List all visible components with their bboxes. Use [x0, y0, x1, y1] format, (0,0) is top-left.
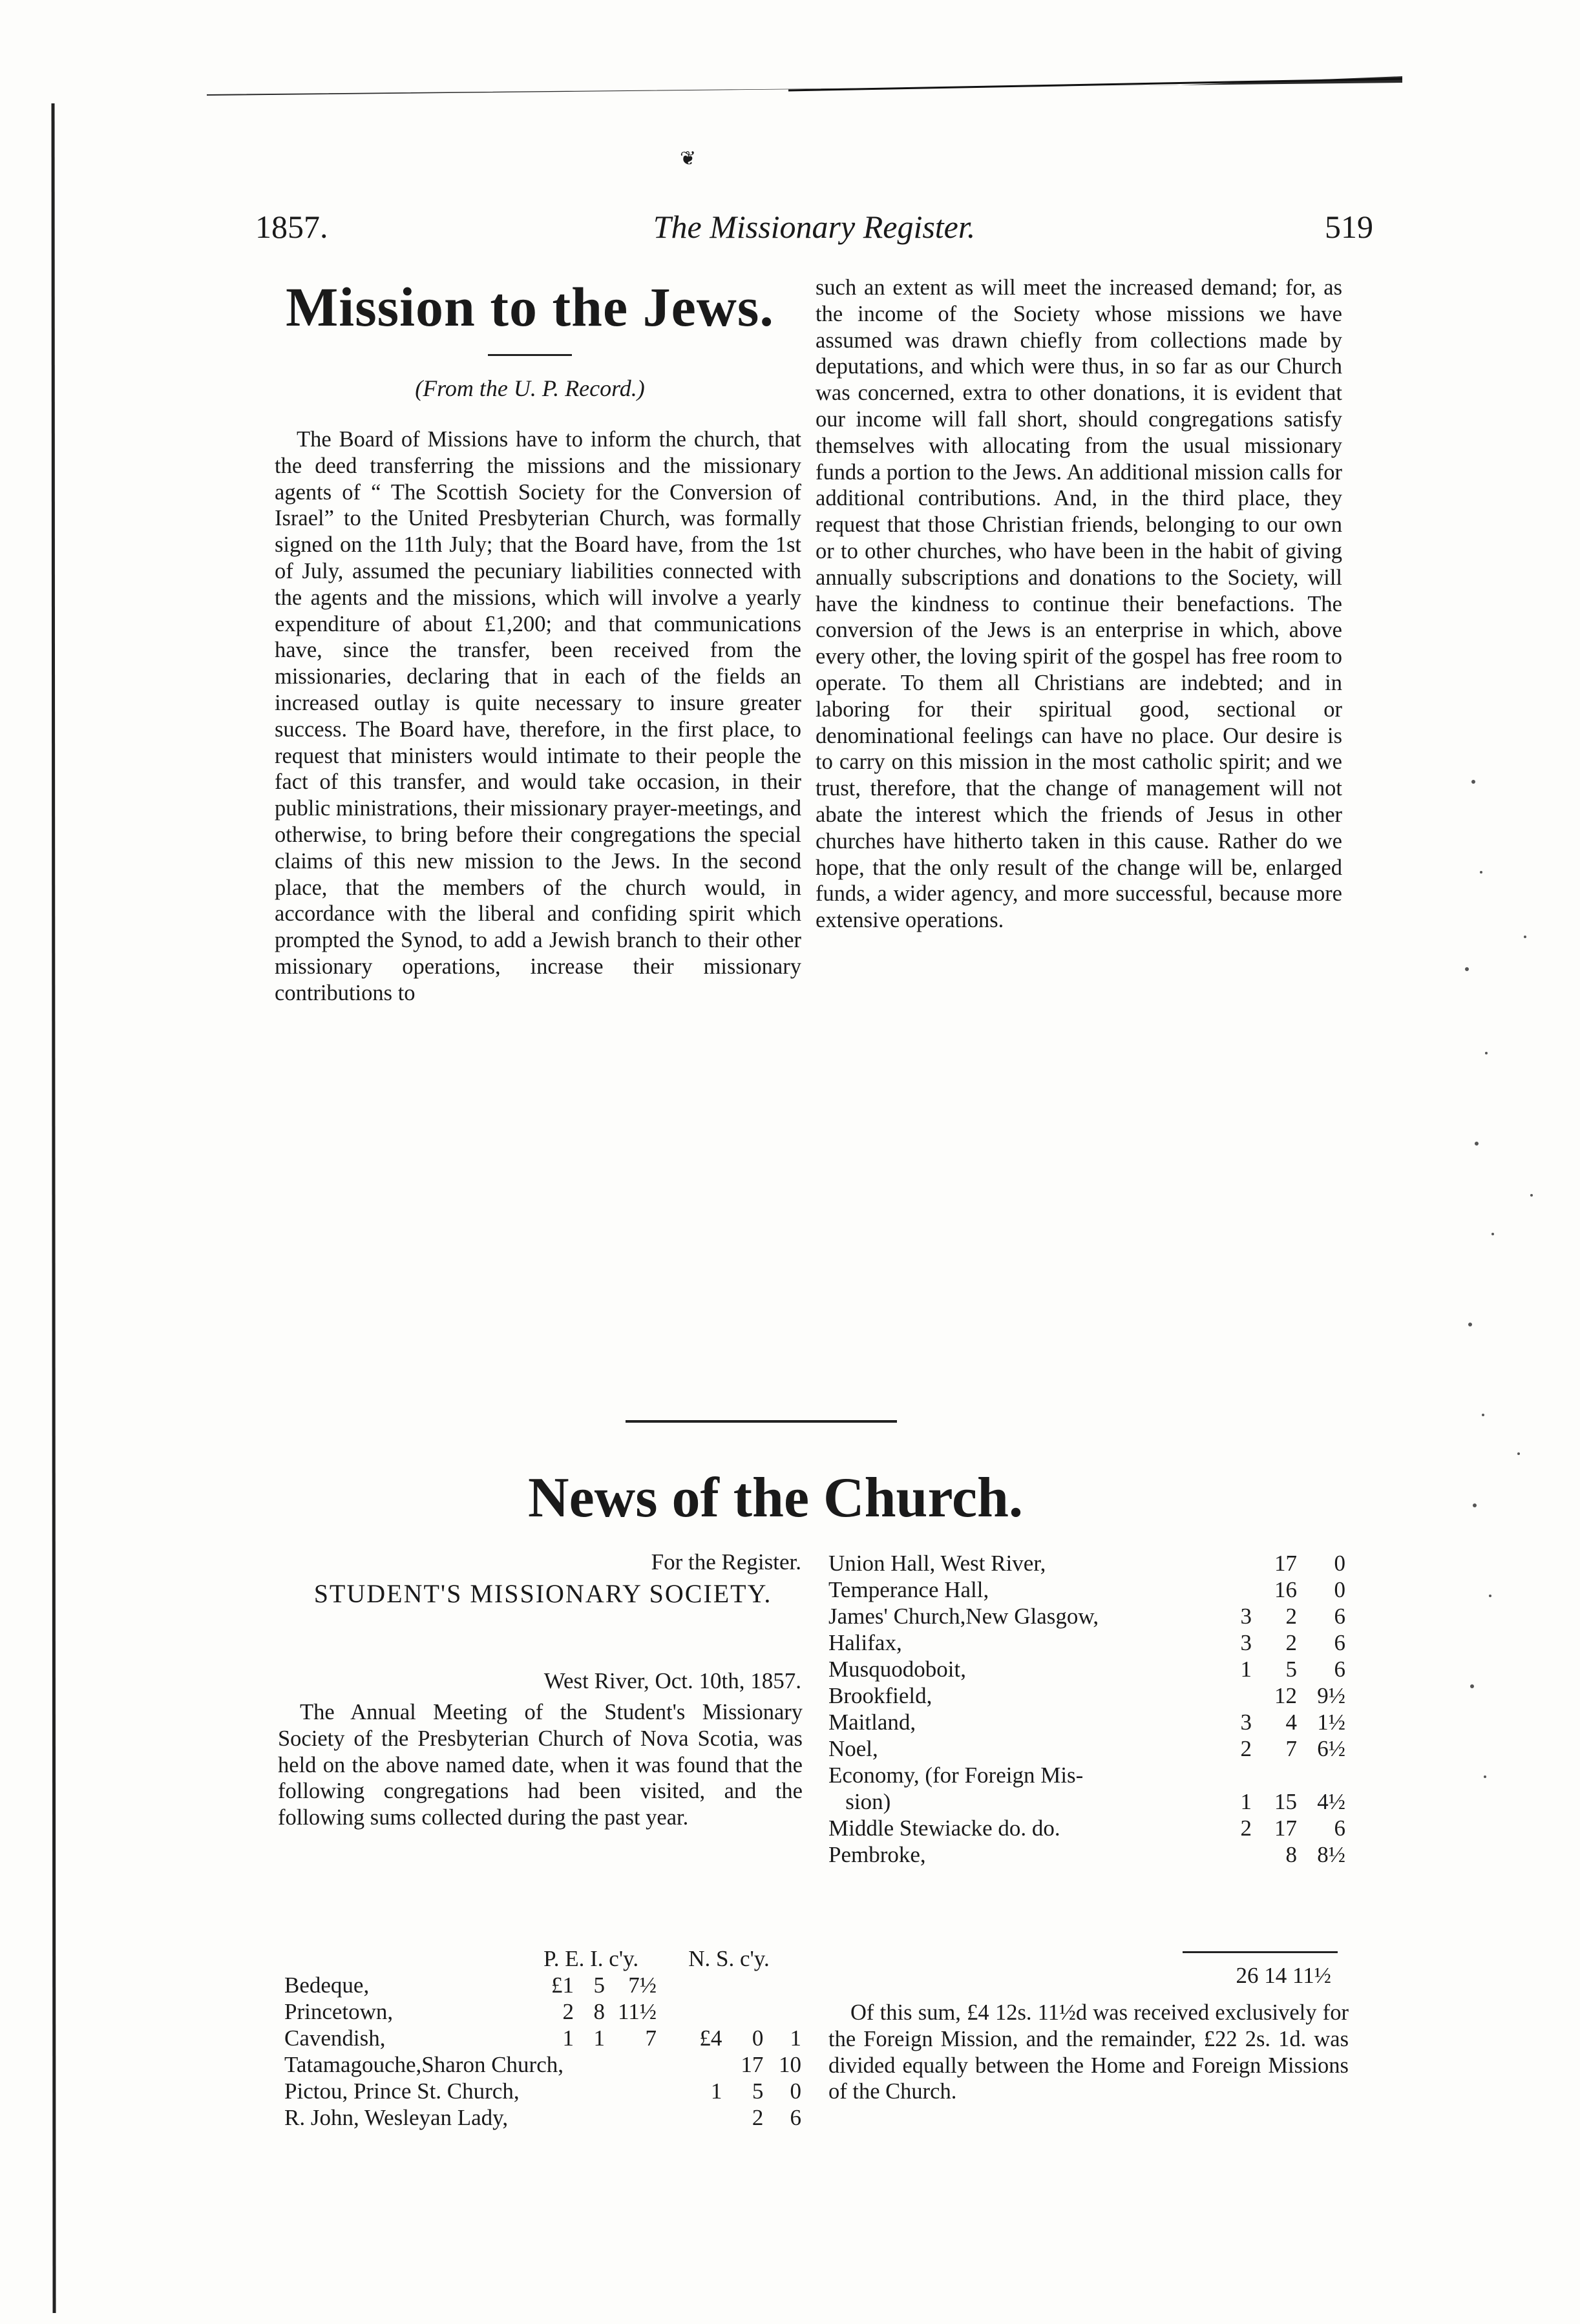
congregation-name: Pembroke,	[828, 1842, 926, 1867]
ns-pence: 6	[790, 2105, 801, 2130]
amount-shillings: 8	[593, 1999, 605, 2024]
amount-pence: 6	[1334, 1657, 1345, 1682]
ns-pence: 0	[790, 2078, 801, 2104]
amount-pounds	[1216, 1842, 1252, 1869]
closing-paragraph: Of this sum, £4 12s. 11½d was received exclusively for the Foreign Mission, and the remainder, £22 2s. 1d. was divided equally between the Home and Foreign Missions of the Church.	[828, 2000, 1349, 2104]
amount-pounds: 3	[1240, 1710, 1252, 1735]
amount-pence: 11½	[618, 1999, 657, 2024]
amount-pounds: 3	[1240, 1630, 1252, 1655]
ledger-row	[284, 2052, 801, 2078]
ns-pence	[763, 1973, 801, 1999]
ns-shillings: 2	[752, 2105, 764, 2130]
amount-pounds	[1216, 1577, 1252, 1604]
congregation-name: Halifax,	[828, 1630, 902, 1655]
congregation-name: Tatamagouche,Sharon Church,	[284, 2052, 564, 2077]
source-attribution: (From the U. P. Record.)	[415, 375, 645, 401]
amount-pounds: 1	[1240, 1657, 1252, 1682]
society-heading: STUDENT'S MISSIONARY SOCIETY.	[313, 1579, 772, 1608]
congregation-name: R. John, Wesleyan Lady,	[284, 2105, 509, 2130]
ledger-header-row	[284, 1946, 801, 1973]
amount-pounds	[1216, 1551, 1252, 1577]
running-header	[255, 208, 1373, 247]
ledger-row	[284, 2026, 801, 2052]
news-heading: News of the Church.	[528, 1467, 1023, 1529]
amount-pence: 6½	[1317, 1736, 1345, 1761]
ns-pounds: 1	[710, 2078, 722, 2104]
ns-pence	[763, 1999, 801, 2026]
ledger-row	[828, 1789, 1345, 1816]
amount-shillings: 17	[1274, 1816, 1297, 1841]
congregation-name: Musquodoboit,	[828, 1657, 966, 1682]
amount-pence: 4½	[1317, 1789, 1345, 1814]
amount-pounds: 2	[562, 1999, 574, 2024]
mission-body-right	[816, 275, 1342, 934]
congregation-name: Temperance Hall,	[828, 1577, 989, 1602]
congregation-name: Princetown,	[284, 1999, 394, 2024]
ns-shillings	[722, 1973, 763, 1999]
amount-pence: 0	[1334, 1551, 1345, 1576]
closing-note	[828, 2000, 1349, 2105]
ns-shillings: 17	[741, 2052, 764, 2077]
amount-shillings: 8	[1285, 1842, 1297, 1867]
amount-pounds: 2	[1240, 1816, 1252, 1841]
ns-pounds	[657, 1999, 722, 2026]
ledger-row	[828, 1710, 1345, 1736]
ledger-row	[284, 1973, 801, 1999]
ledger-left-table	[284, 1946, 801, 2131]
congregation-name: Economy, (for Foreign Mis-	[828, 1763, 1084, 1788]
amount-pence: 8½	[1317, 1842, 1345, 1867]
ledger-row	[828, 1683, 1345, 1710]
ns-shillings: 0	[752, 2026, 764, 2051]
congregation-name: Noel,	[828, 1736, 878, 1761]
pei-currency-header: P. E. I. c'y.	[543, 1946, 639, 1971]
amount-shillings: 7	[1285, 1736, 1297, 1761]
ns-pounds: £4	[699, 2026, 722, 2051]
amount-pence: 0	[1334, 1577, 1345, 1602]
amount-pounds: 3	[1240, 1604, 1252, 1629]
mission-heading: Mission to the Jews.	[286, 276, 774, 338]
binding-edge-line	[50, 103, 58, 2313]
header-title: The Missionary Register.	[653, 209, 976, 245]
amount-pence: 6	[1334, 1816, 1345, 1841]
total-rule	[1183, 1951, 1338, 1953]
ledger-row	[284, 2105, 801, 2131]
for-register-note: For the Register.	[651, 1549, 801, 1575]
amount-pounds: 1	[562, 2026, 574, 2051]
ledger-row	[828, 1763, 1345, 1789]
congregation-name: Cavendish,	[284, 2026, 386, 2051]
ledger-row	[828, 1657, 1345, 1683]
amount-pounds: 2	[1240, 1736, 1252, 1761]
ledger-row	[828, 1842, 1345, 1869]
amount-shillings: 12	[1274, 1683, 1297, 1708]
amount-pounds: £1	[551, 1973, 574, 1998]
ledger-row	[284, 1999, 801, 2026]
amount-shillings: 17	[1274, 1551, 1297, 1576]
congregation-name: Bedeque,	[284, 1973, 370, 1998]
ledger-row	[828, 1630, 1345, 1657]
amount-shillings: 5	[593, 1973, 605, 1998]
ns-currency-header: N. S. c'y.	[688, 1946, 770, 1971]
meeting-paragraph: The Annual Meeting of the Student's Missionary Society of the Presbyterian Church of Nova Scotia, was held on the above named date, when it was found that the following congregations had been visited, and the following sums collected during the past year.	[278, 1700, 803, 1830]
mission-body-left	[275, 426, 801, 1007]
amount-shillings: 15	[1274, 1789, 1297, 1814]
ledger-row	[284, 2078, 801, 2105]
mission-paragraph-right: such an extent as will meet the increased demand; for, as the income of the Society whose missions we have assumed was drawn chiefly from collections made by deputations, and which were thus, in so far as our Church was concerned, extra to other donations, it is evident that our income will fall short, should congregations satisfy themselves with allocating from the usual missionary funds a portion to the Jews. An additional mission calls for additional contributions. And, in the third place, they request that those Christian friends, belonging to our own or to other churches, who have been in the habit of giving annually subscriptions and donations to the Society, will have the kindness to continue their benefactions. The conversion of the Jews is an enterprise in which, above every other, the loving spirit of the gospel has free room to operate. To them all Christians are indebted; and in laboring for their spiritual good, sectional or denominational feelings can have no place. Our desire is to carry on this mission in the most catholic spirit; and we trust, therefore, that the change of management will not abate the interest which the friends of Jesus in other churches have hitherto taken in this cause. Rather do we hope, that the only result of the change will be, enlarged funds, a wider agency, and more successful, because more extensive operations.	[816, 275, 1342, 933]
ledger-row	[828, 1604, 1345, 1630]
amount-shillings: 2	[1285, 1604, 1297, 1629]
congregation-name: sion)	[828, 1789, 891, 1814]
ledger-row	[828, 1551, 1345, 1577]
amount-shillings: 4	[1285, 1710, 1297, 1735]
margin-specks	[1448, 743, 1551, 1874]
congregation-name: Pictou, Prince St. Church,	[284, 2078, 520, 2104]
mission-paragraph-left: The Board of Missions have to inform the church, that the deed transferring the missions and the missionary agents of “ The Scottish Society for the Conversion of Israel” to the United Presbyterian Church, was formally signed on the 11th July; that the Board have, from the 1st of July, assumed the pecuniary liabilities connected with the agents and the missions, which will involve a yearly expenditure of about £1,200; and that communications have, since the transfer, been received from the missionaries, declaring that in each of the fields an increased outlay is quite necessary to insure greater success. The Board have, therefore, in the first place, to request that ministers would intimate to their people the fact of this transfer, and would take occasion, in their public ministrations, their missionary prayer-meetings, and otherwise, to bring before their congregations the special claims of this new mission to the Jews. In the second place, that the members of the church would, in accordance with the liberal and confiding spirit which prompted the Synod, to add a Jewish branch to their other missionary operations, increase their missionary contributions to	[275, 427, 801, 1005]
amount-pence: 9½	[1317, 1683, 1345, 1708]
header-year: 1857.	[255, 209, 328, 245]
ns-pounds	[657, 1973, 722, 1999]
ledger-row	[828, 1577, 1345, 1604]
amount-pence: 6	[1334, 1630, 1345, 1655]
amount-shillings: 16	[1274, 1577, 1297, 1602]
congregation-name: Union Hall, West River,	[828, 1551, 1046, 1576]
ledger-total: 26 14 11½	[1236, 1963, 1331, 1988]
ns-pence: 10	[779, 2052, 801, 2077]
dateline: West River, Oct. 10th, 1857.	[543, 1668, 801, 1693]
amount-pounds	[1216, 1683, 1252, 1710]
top-border-rule	[207, 76, 1402, 98]
amount-pence: 7	[645, 2026, 657, 2051]
amount-pence: 7½	[628, 1973, 657, 1998]
congregation-name: Brookfield,	[828, 1683, 932, 1708]
page-number: 519	[1325, 209, 1373, 245]
ornament-mark: ❦	[680, 148, 697, 169]
amount-shillings: 2	[1285, 1630, 1297, 1655]
section-divider	[626, 1420, 897, 1423]
ledger-row	[828, 1736, 1345, 1763]
amount-pence: 6	[1334, 1604, 1345, 1629]
amount-shillings: 1	[593, 2026, 605, 2051]
ns-pence: 1	[790, 2026, 801, 2051]
amount-shillings: 5	[1285, 1657, 1297, 1682]
short-divider	[488, 354, 572, 356]
ns-shillings: 5	[752, 2078, 764, 2104]
ledger-row	[828, 1816, 1345, 1842]
ledger-right-table	[828, 1551, 1345, 1869]
amount-pence: 1½	[1317, 1710, 1345, 1735]
congregation-name: Middle Stewiacke do. do.	[828, 1816, 1060, 1841]
congregation-name: Maitland,	[828, 1710, 916, 1735]
meeting-report	[278, 1699, 803, 1831]
ns-shillings	[722, 1999, 763, 2026]
amount-pounds: 1	[1240, 1789, 1252, 1814]
congregation-name: James' Church,New Glasgow,	[828, 1604, 1099, 1629]
